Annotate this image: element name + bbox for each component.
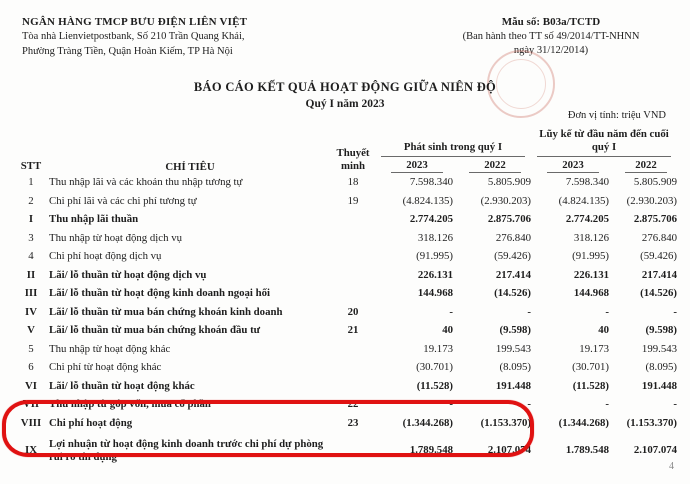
value-lk-2022: 217.414 bbox=[641, 268, 678, 281]
table-row bbox=[13, 377, 677, 395]
row-index: VIII bbox=[20, 416, 42, 429]
value-lk-2022: (59.426) bbox=[640, 250, 678, 263]
value-lk-2022: 2.875.706 bbox=[633, 213, 678, 226]
row-label: Thu nhập từ hoạt động dịch vụ bbox=[49, 231, 182, 244]
row-index: I bbox=[28, 213, 34, 226]
column-group-phat-sinh bbox=[375, 127, 531, 158]
value-lk-2023: (1.344.268) bbox=[558, 416, 609, 429]
bank-address-line1: Tòa nhà Lienvietpostbank, Số 210 Trần Quang Khải, bbox=[22, 31, 245, 43]
table-row bbox=[13, 303, 677, 321]
row-note-ref bbox=[331, 211, 375, 229]
value-ps-2023: 318.126 bbox=[417, 231, 453, 244]
value-ps-2023: 40 bbox=[442, 324, 453, 337]
value-lk-2022: (14.526) bbox=[640, 287, 678, 300]
row-note-ref: 23 bbox=[347, 416, 359, 429]
value-ps-2022: 2.107.074 bbox=[487, 444, 531, 457]
row-label: Chi phí hoạt động bbox=[49, 416, 133, 429]
value-ps-2023: (4.824.135) bbox=[402, 194, 453, 207]
ps-2022-label: 2022 bbox=[469, 159, 521, 173]
value-lk-2023: 144.968 bbox=[573, 287, 609, 300]
row-index: 5 bbox=[28, 342, 34, 355]
value-lk-2022: - bbox=[673, 398, 678, 411]
lk-2023-label: 2023 bbox=[547, 159, 599, 173]
table-row bbox=[13, 359, 677, 377]
row-note-ref: 22 bbox=[347, 398, 359, 411]
value-ps-2022: (8.095) bbox=[499, 361, 531, 374]
column-header-stt: STT bbox=[20, 159, 42, 172]
value-lk-2022: (9.598) bbox=[645, 324, 678, 337]
row-label: Thu nhập từ góp vốn, mua cổ phần bbox=[49, 398, 211, 411]
row-note-ref bbox=[331, 359, 375, 377]
row-label: Lãi/ lỗ thuần từ hoạt động dịch vụ bbox=[49, 268, 207, 281]
value-lk-2023: 40 bbox=[598, 324, 609, 337]
value-lk-2023: (11.528) bbox=[572, 379, 609, 392]
table-row bbox=[13, 211, 677, 229]
value-ps-2023: (11.528) bbox=[416, 379, 453, 392]
column-header-lk-2022 bbox=[609, 158, 677, 174]
row-label: Lãi/ lỗ thuần từ mua bán chứng khoán đầu tư bbox=[49, 324, 261, 337]
row-note-ref bbox=[331, 248, 375, 266]
row-label: Thu nhập lãi và các khoản thu nhập tương tự bbox=[49, 176, 243, 189]
row-label: Chi phí lãi và các chi phí tương tự bbox=[49, 194, 197, 207]
row-index: 6 bbox=[28, 361, 34, 374]
value-lk-2023: (30.701) bbox=[572, 361, 609, 374]
value-ps-2023: 1.789.548 bbox=[409, 444, 453, 457]
row-note-ref bbox=[331, 285, 375, 303]
row-index: VI bbox=[25, 379, 37, 392]
value-ps-2022: - bbox=[527, 305, 531, 318]
row-label: Lãi/ lỗ thuần từ mua bán chứng khoán kinh doanh bbox=[49, 305, 283, 318]
value-ps-2022: 199.543 bbox=[495, 342, 531, 355]
value-ps-2023: 2.774.205 bbox=[409, 213, 453, 226]
value-ps-2022: (59.426) bbox=[494, 250, 531, 263]
row-index: 1 bbox=[28, 176, 34, 189]
report-period: Quý I năm 2023 bbox=[305, 98, 385, 111]
row-index: 3 bbox=[28, 231, 34, 244]
form-number: Mẫu số: B03a/TCTD bbox=[501, 16, 601, 28]
table-row bbox=[13, 322, 677, 340]
table-row bbox=[13, 396, 677, 414]
value-ps-2023: - bbox=[449, 305, 453, 318]
bank-name: NGÂN HÀNG TMCP BƯU ĐIỆN LIÊN VIỆT bbox=[22, 16, 248, 28]
row-note-ref bbox=[331, 340, 375, 358]
row-label: Thu nhập lãi thuần bbox=[49, 213, 139, 226]
value-ps-2022: (2.930.203) bbox=[480, 194, 531, 207]
row-index: VII bbox=[22, 398, 40, 411]
lk-2022-label: 2022 bbox=[625, 159, 667, 173]
row-label: Lợi nhuận từ hoạt động kinh doanh trước chi phí dự phòng rủi ro tín dụng bbox=[49, 437, 324, 464]
ps-2023-label: 2023 bbox=[391, 159, 443, 173]
row-note-ref bbox=[331, 266, 375, 284]
table-row bbox=[13, 414, 677, 432]
table-row bbox=[13, 433, 677, 470]
table-row bbox=[13, 266, 677, 284]
value-ps-2022: (14.526) bbox=[494, 287, 531, 300]
table-header bbox=[13, 127, 677, 174]
page-number: 4 bbox=[669, 461, 674, 472]
column-header-chi-tieu: CHỈ TIÊU bbox=[165, 160, 215, 173]
value-lk-2022: 5.805.909 bbox=[633, 176, 678, 189]
row-index: V bbox=[27, 324, 35, 337]
table-row bbox=[13, 248, 677, 266]
report-title-block bbox=[0, 78, 690, 113]
row-label: Lãi/ lỗ thuần từ hoạt động khác bbox=[49, 379, 195, 392]
column-header-lk-2023 bbox=[531, 158, 609, 174]
value-lk-2023: 1.789.548 bbox=[565, 444, 609, 457]
row-index: 4 bbox=[28, 250, 34, 263]
value-ps-2023: 226.131 bbox=[417, 268, 453, 281]
table-row bbox=[13, 192, 677, 210]
table-row bbox=[13, 229, 677, 247]
value-ps-2023: (30.701) bbox=[416, 361, 453, 374]
bank-address-line2: Phường Tràng Tiền, Quận Hoàn Kiếm, TP Hà Nội bbox=[22, 46, 233, 58]
value-lk-2022: 2.107.074 bbox=[633, 444, 678, 457]
value-ps-2022: 5.805.909 bbox=[487, 176, 531, 189]
unit-note: Đơn vị tính: triệu VND bbox=[567, 110, 666, 121]
form-header bbox=[420, 15, 682, 58]
value-lk-2023: 318.126 bbox=[573, 231, 609, 244]
value-ps-2022: 191.448 bbox=[495, 379, 531, 392]
column-group-phat-sinh-label: Phát sinh trong quý I bbox=[381, 141, 525, 157]
value-lk-2022: 199.543 bbox=[641, 342, 678, 355]
row-index: 2 bbox=[28, 194, 34, 207]
value-ps-2023: 7.598.340 bbox=[409, 176, 453, 189]
row-label: Lãi/ lỗ thuần từ hoạt động kinh doanh ngoại hối bbox=[49, 287, 271, 300]
value-lk-2023: 19.173 bbox=[579, 342, 609, 355]
column-group-luy-ke bbox=[531, 127, 677, 158]
value-lk-2022: (2.930.203) bbox=[626, 194, 678, 207]
value-lk-2022: (8.095) bbox=[645, 361, 678, 374]
value-lk-2023: - bbox=[605, 398, 609, 411]
value-ps-2023: (91.995) bbox=[416, 250, 453, 263]
value-lk-2022: (1.153.370) bbox=[626, 416, 678, 429]
value-ps-2022: - bbox=[527, 398, 531, 411]
form-issuance-line2: ngày 31/12/2014) bbox=[513, 45, 589, 57]
row-index: IV bbox=[25, 305, 37, 318]
row-note-ref bbox=[331, 229, 375, 247]
value-lk-2022: 276.840 bbox=[641, 231, 678, 244]
column-header-ps-2022 bbox=[453, 158, 531, 174]
value-ps-2022: 217.414 bbox=[495, 268, 531, 281]
value-lk-2022: - bbox=[673, 305, 678, 318]
value-ps-2023: (1.344.268) bbox=[402, 416, 453, 429]
row-note-ref: 18 bbox=[347, 176, 359, 189]
row-label: Chi phí hoạt động dịch vụ bbox=[49, 250, 162, 263]
column-header-thuyet-minh: Thuyết minh bbox=[336, 147, 370, 172]
value-ps-2022: (9.598) bbox=[499, 324, 531, 337]
form-issuance-line1: (Ban hành theo TT số 49/2014/TT-NHNN bbox=[462, 30, 640, 42]
value-lk-2023: 2.774.205 bbox=[565, 213, 609, 226]
row-index: II bbox=[26, 268, 36, 281]
table-row bbox=[13, 174, 677, 192]
value-ps-2022: 2.875.706 bbox=[487, 213, 531, 226]
column-group-luy-ke-label: Lũy kế từ đầu năm đến cuối quý I bbox=[537, 128, 671, 157]
row-note-ref: 19 bbox=[347, 194, 359, 207]
income-statement-table bbox=[13, 127, 677, 470]
row-index: IX bbox=[25, 444, 37, 457]
value-ps-2023: - bbox=[449, 398, 453, 411]
table-row bbox=[13, 285, 677, 303]
table-body bbox=[13, 174, 677, 470]
bank-header bbox=[22, 15, 247, 60]
table-row bbox=[13, 340, 677, 358]
row-note-ref bbox=[331, 433, 375, 470]
row-label: Thu nhập từ hoạt động khác bbox=[49, 342, 171, 355]
row-note-ref: 21 bbox=[347, 324, 359, 337]
row-note-ref bbox=[331, 377, 375, 395]
row-index: III bbox=[24, 287, 38, 300]
value-ps-2022: 276.840 bbox=[495, 231, 531, 244]
report-title: BÁO CÁO KẾT QUẢ HOẠT ĐỘNG GIỮA NIÊN ĐỘ bbox=[193, 80, 497, 94]
value-ps-2023: 19.173 bbox=[423, 342, 453, 355]
value-ps-2022: (1.153.370) bbox=[480, 416, 531, 429]
value-lk-2022: 191.448 bbox=[641, 379, 678, 392]
row-note-ref: 20 bbox=[347, 305, 359, 318]
value-ps-2023: 144.968 bbox=[417, 287, 453, 300]
column-header-ps-2023 bbox=[375, 158, 453, 174]
value-lk-2023: (4.824.135) bbox=[558, 194, 609, 207]
row-label: Chi phí từ hoạt động khác bbox=[49, 361, 162, 374]
value-lk-2023: 7.598.340 bbox=[565, 176, 609, 189]
value-lk-2023: 226.131 bbox=[573, 268, 609, 281]
value-lk-2023: - bbox=[605, 305, 609, 318]
value-lk-2023: (91.995) bbox=[572, 250, 609, 263]
